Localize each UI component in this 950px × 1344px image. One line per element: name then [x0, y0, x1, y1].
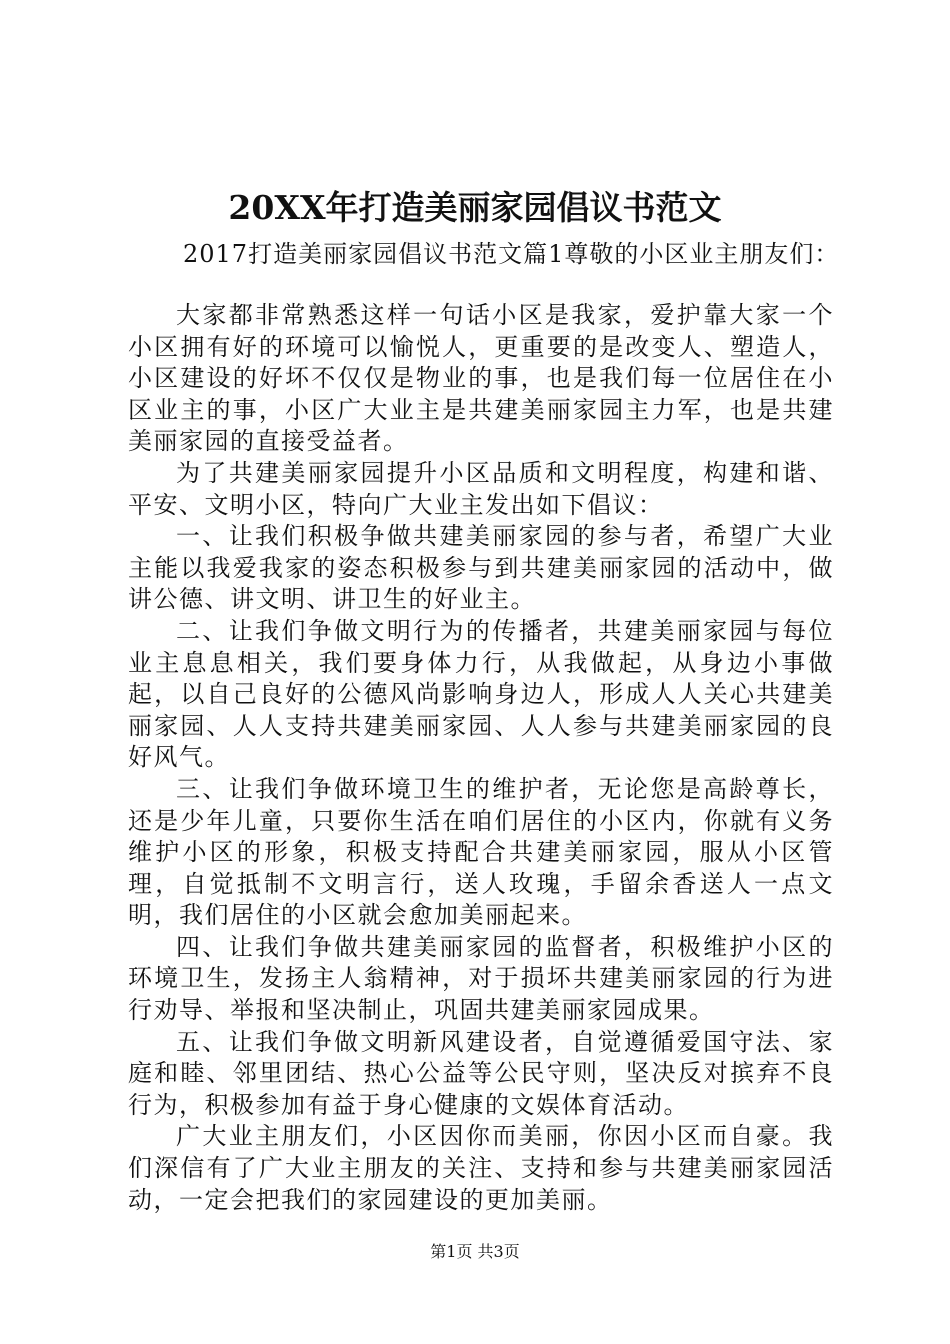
paragraph-1: 大家都非常熟悉这样一句话小区是我家，爱护靠大家一个小区拥有好的环境可以愉悦人，更重要的是改变人、塑造人，小区建设的好坏不仅仅是物业的事，也是我们每一位居住在小区业主的事，小区广大业主是共建美丽家园主力军，也是共建美丽家园的直接受益者。: [128, 301, 834, 456]
page-number: 第1页 共3页: [430, 1242, 520, 1261]
paragraph-3: 一、让我们积极争做共建美丽家园的参与者，希望广大业主能以我爱我家的姿态积极参与到共建美丽家园的活动中，做讲公德、讲文明、讲卫生的好业主。: [128, 522, 834, 614]
document-subtitle: 2017打造美丽家园倡议书范文篇1尊敬的小区业主朋友们：: [183, 240, 840, 268]
paragraph-8: 广大业主朋友们，小区因你而美丽，你因小区而自豪。我们深信有了广大业主朋友的关注、支持和参与共建美丽家园活动，一定会把我们的家园建设的更加美丽。: [128, 1122, 834, 1214]
paragraph-5: 三、让我们争做环境卫生的维护者，无论您是高龄尊长，还是少年儿童，只要你生活在咱们居住的小区内，你就有义务维护小区的形象，积极支持配合共建美丽家园，服从小区管理，自觉抵制不文明言行，送人玫瑰，手留余香送人一点文明，我们居住的小区就会愈加美丽起来。: [128, 774, 834, 930]
paragraph-2: 为了共建美丽家园提升小区品质和文明程度，构建和谐、平安、文明小区，特向广大业主发出如下倡议：: [128, 458, 834, 519]
document-title: 20XX年打造美丽家园倡议书范文: [228, 188, 722, 227]
document-body: [128, 300, 834, 1216]
paragraph-6: 四、让我们争做共建美丽家园的监督者，积极维护小区的环境卫生，发扬主人翁精神，对于损坏共建美丽家园的行为进行劝导、举报和坚决制止，巩固共建美丽家园成果。: [128, 932, 834, 1025]
paragraph-4: 二、让我们争做文明行为的传播者，共建美丽家园与每位业主息息相关，我们要身体力行，从我做起，从身边小事做起，以自己良好的公德风尚影响身边人，形成人人关心共建美丽家园、人人支持共建美丽家园、人人参与共建美丽家园的良好风气。: [128, 616, 834, 772]
paragraph-7: 五、让我们争做文明新风建设者，自觉遵循爱国守法、家庭和睦、邻里团结、热心公益等公民守则，坚决反对摈弃不良行为，积极参加有益于身心健康的文娱体育活动。: [128, 1027, 834, 1119]
